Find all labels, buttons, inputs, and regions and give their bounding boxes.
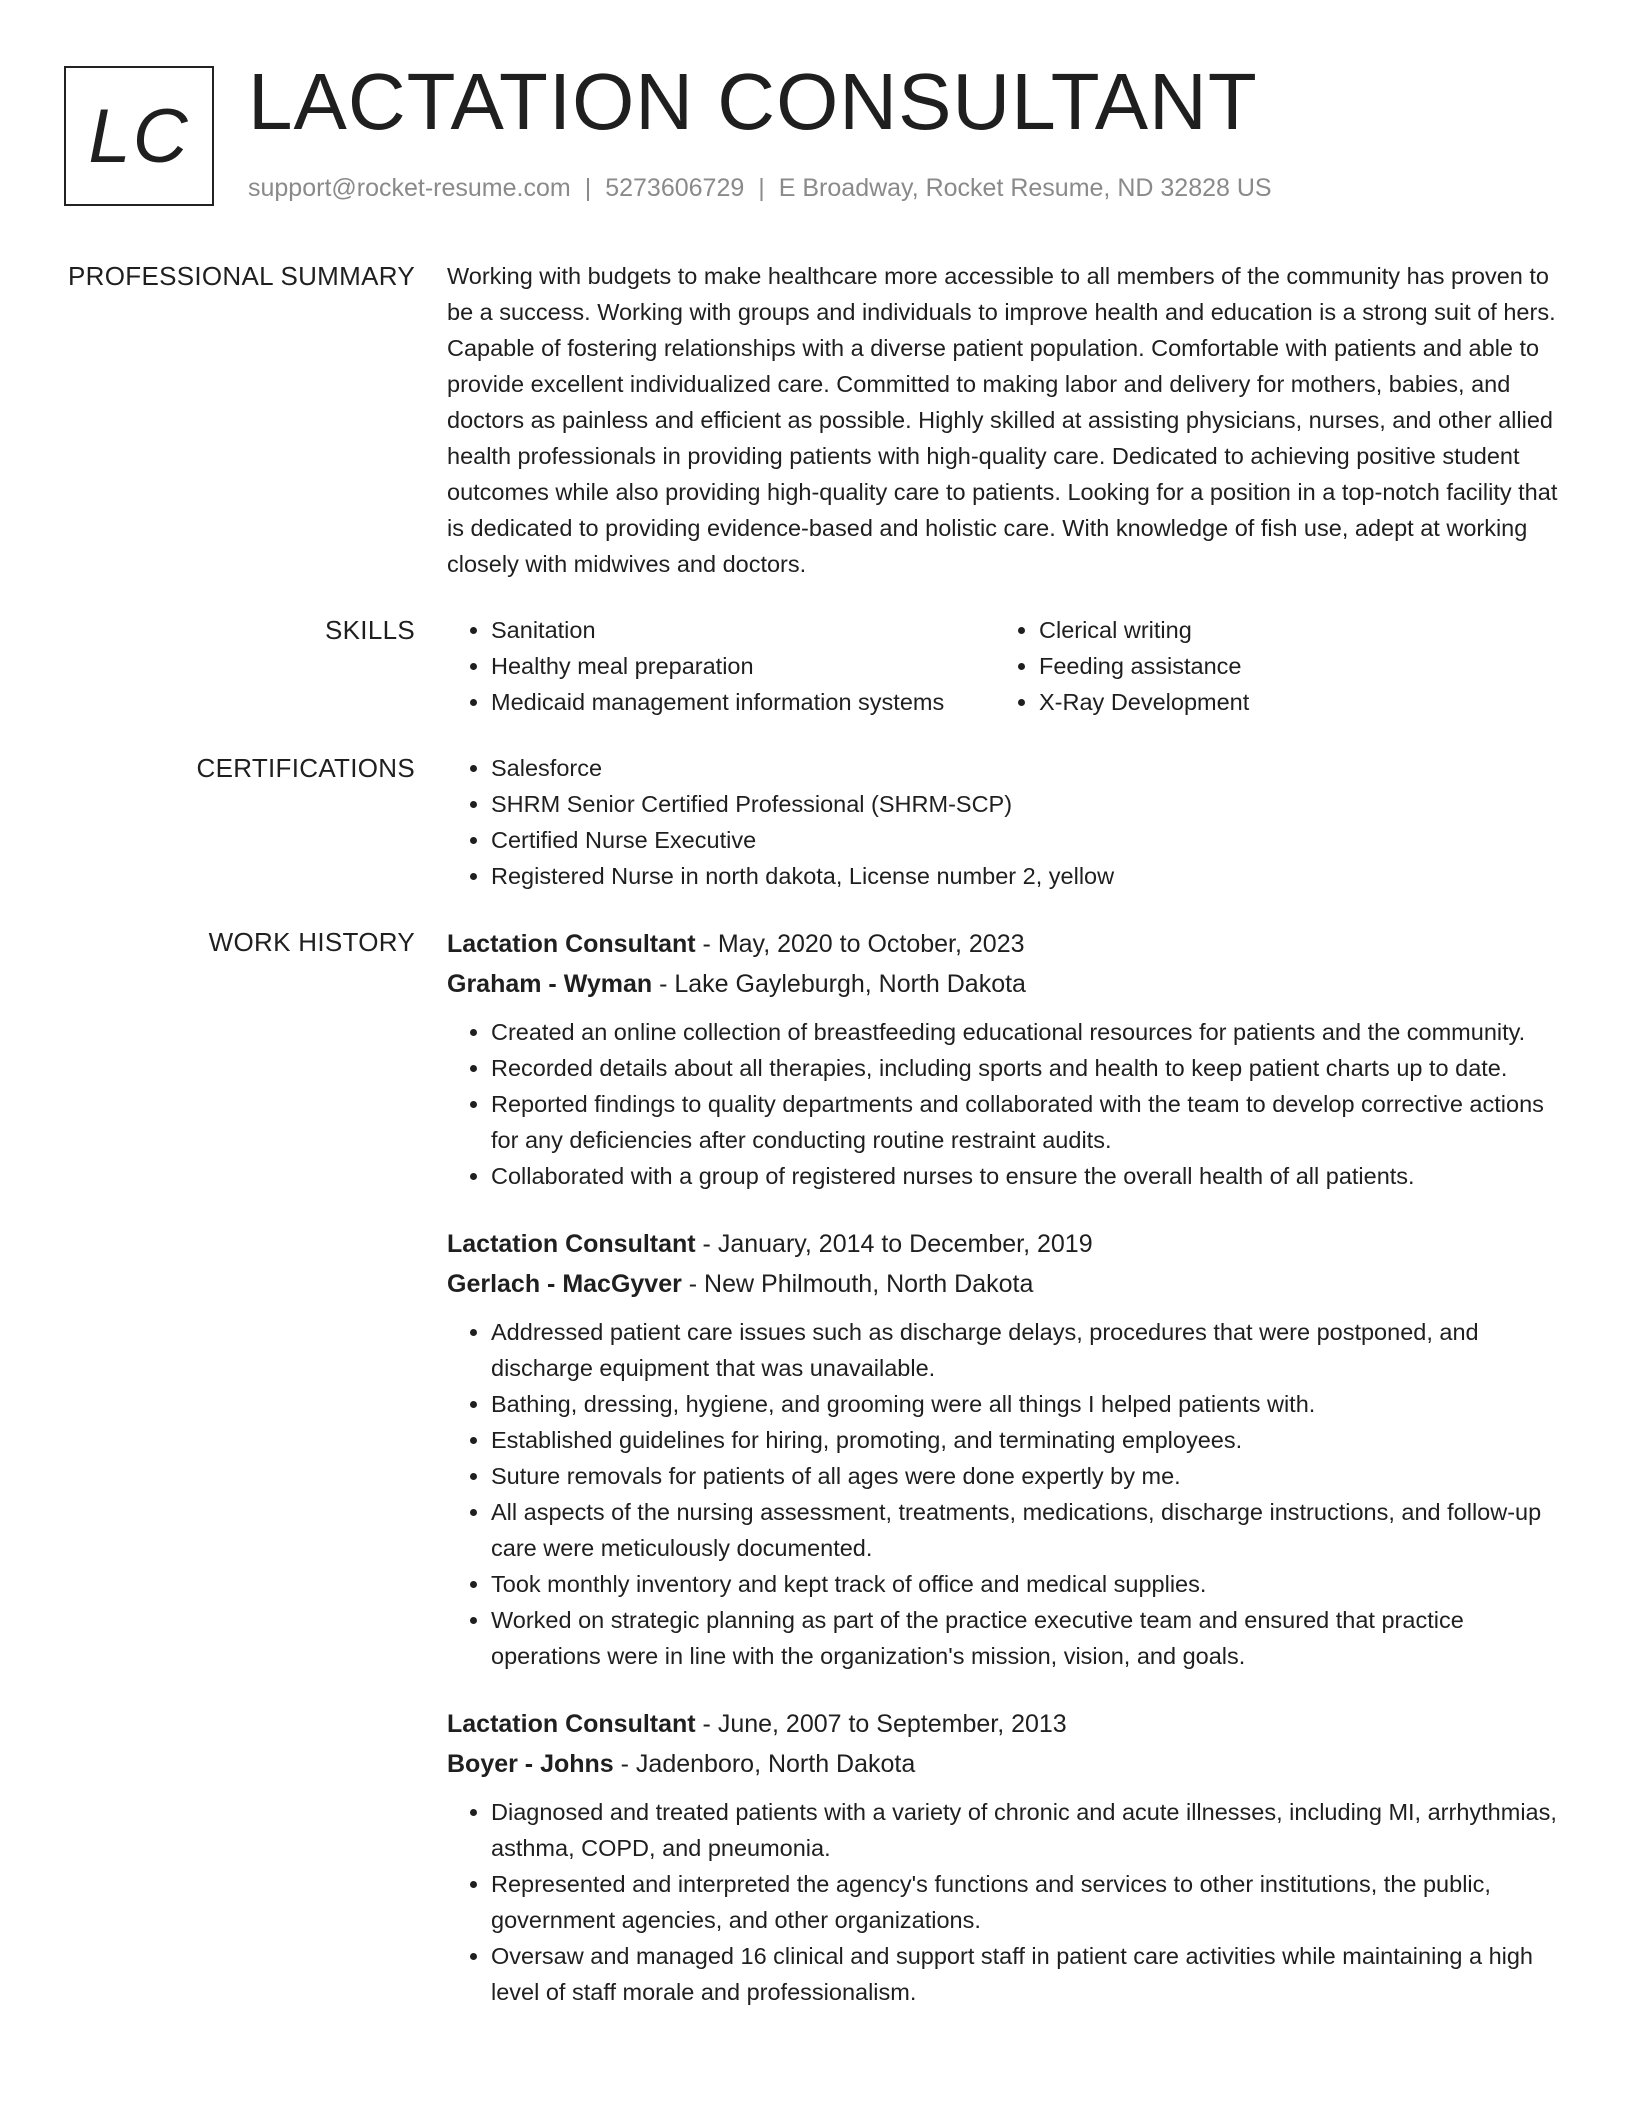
job-bullet: • Collaborated with a group of registered nurses to ensure the overall health of all patients. [491,1158,1565,1194]
resume-content [0,258,1632,2070]
certifications-title: CERTIFICATIONS [196,753,415,783]
skills-body [447,612,1565,720]
job-bullet: • Worked on strategic planning as part of the practice executive team and ensured that practice operations were in line with the organization's mission, vision, and goals. [491,1602,1565,1674]
job-bullet: • Reported findings to quality departments and collaborated with the team to develop corrective actions for any deficiencies after conducting routine restraint audits. [491,1086,1565,1158]
skill-item: • Clerical writing [1039,612,1543,648]
job-role-line [447,1704,1565,1744]
job-bullet: • Represented and interpreted the agency's functions and services to other institutions, the public, government agencies, and other organizations. [491,1866,1565,1938]
job-bullet: • Addressed patient care issues such as discharge delays, procedures that were postponed, and discharge equipment that was unavailable. [491,1314,1565,1386]
job-entry [447,1224,1565,1674]
job-role-line [447,924,1565,964]
job-company: Graham - Wyman [447,970,653,998]
skill-item: • Medicaid management information systems [491,684,995,720]
skills-section [0,612,1632,720]
contact-line [248,174,1272,203]
skills-title: SKILLS [325,615,415,645]
job-company: Boyer - Johns [447,1750,614,1778]
contact-separator: | [584,174,592,202]
job-bullet: • Bathing, dressing, hygiene, and grooming were all things I helped patients with. [491,1386,1565,1422]
certifications-list [447,750,1565,894]
job-bullet: • Oversaw and managed 16 clinical and support staff in patient care activities while maintaining a high level of staff morale and professionalism. [491,1938,1565,2010]
work-history-body [447,924,1565,2040]
job-entry [447,1704,1565,2010]
certification-item: • SHRM Senior Certified Professional (SHRM-SCP) [491,786,1565,822]
job-bullet: • Suture removals for patients of all ages were done expertly by me. [491,1458,1565,1494]
summary-text: Working with budgets to make healthcare more accessible to all members of the community has proven to be a success. Working with groups and individuals to improve health and education is a strong suit of hers. Capable of fostering relationships with a diverse patient population. Comfortable with patients and able to provide excellent individualized care. Committed to making labor and delivery for mothers, babies, and doctors as painless and efficient as possible. Highly skilled at assisting physicians, nurses, and other allied health professionals in providing patients with high-quality care. Dedicated to achieving positive student outcomes while also providing high-quality care to patients. Looking for a position in a top-notch facility that is dedicated to providing evidence-based and holistic care. With knowledge of fish use, adept at working closely with midwives and doctors. [447,263,1558,577]
skill-item: • Feeding assistance [1039,648,1543,684]
contact-phone[interactable]: 5273606729 [605,174,745,202]
summary-title: PROFESSIONAL SUMMARY [68,261,415,291]
job-bullet: • Diagnosed and treated patients with a variety of chronic and acute illnesses, including MI, arrhythmias, asthma, COPD, and pneumonia. [491,1794,1565,1866]
skill-item: • X-Ray Development [1039,684,1543,720]
certification-item: • Registered Nurse in north dakota, License number 2, yellow [491,858,1565,894]
resume-name: LACTATION CONSULTANT [248,57,1258,146]
job-role-line [447,1224,1565,1264]
job-bullet: • Created an online collection of breastfeeding educational resources for patients and the community. [491,1014,1565,1050]
job-bullets [447,1014,1565,1194]
summary-body [447,258,1565,582]
monogram-logo: LC [64,66,214,206]
job-company-line [447,1744,1565,1784]
job-location: - New Philmouth, North Dakota [681,1270,1034,1298]
job-location: - Lake Gayleburgh, North Dakota [652,970,1026,998]
job-bullet: • All aspects of the nursing assessment, treatments, medications, discharge instructions, and follow-up care were meticulously documented. [491,1494,1565,1566]
job-company-line [447,964,1565,1004]
certification-item: • Salesforce [491,750,1565,786]
job-company-line [447,1264,1565,1304]
job-dates: - January, 2014 to December, 2019 [695,1230,1093,1258]
job-dates: - May, 2020 to October, 2023 [695,930,1025,958]
contact-email[interactable]: support@rocket-resume.com [248,174,571,202]
certifications-body [447,750,1565,894]
job-entry [447,924,1565,1194]
contact-separator: | [758,174,765,202]
summary-section [0,258,1632,582]
job-role: Lactation Consultant [447,930,696,958]
certification-item: • Certified Nurse Executive [491,822,1565,858]
job-role: Lactation Consultant [447,1230,696,1258]
job-bullet: • Took monthly inventory and kept track of office and medical supplies. [491,1566,1565,1602]
work-history-title: WORK HISTORY [208,927,415,957]
job-bullet: • Established guidelines for hiring, promoting, and terminating employees. [491,1422,1565,1458]
certifications-section [0,750,1632,894]
job-bullets [447,1314,1565,1674]
contact-address: E Broadway, Rocket Resume, ND 32828 US [778,174,1272,202]
skill-item: • Healthy meal preparation [491,648,995,684]
work-history-section [0,924,1632,2040]
job-bullets [447,1794,1565,2010]
job-location: - Jadenboro, North Dakota [613,1750,916,1778]
job-role: Lactation Consultant [447,1710,696,1738]
skills-list-left [447,612,995,720]
job-company: Gerlach - MacGyver [447,1270,682,1298]
job-dates: - June, 2007 to September, 2013 [695,1710,1067,1738]
skill-item: • Sanitation [491,612,995,648]
skills-list-right [995,612,1543,720]
job-bullet: • Recorded details about all therapies, including sports and health to keep patient charts up to date. [491,1050,1565,1086]
